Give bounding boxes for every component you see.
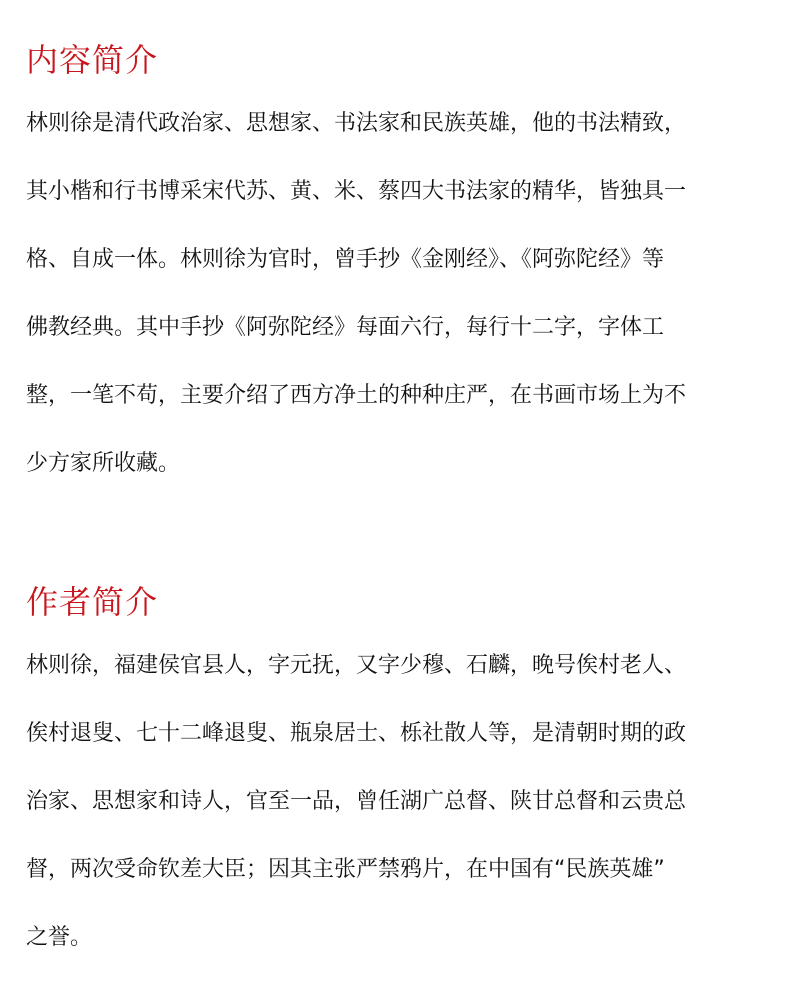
intro-line: 整，一笔不苟，主要介绍了西方净土的种种庄严，在书画市场上为不 — [26, 383, 687, 408]
intro-line: 少方家所收藏。 — [26, 451, 181, 476]
author-line: 俟村退叟、七十二峰退叟、瓶泉居士、栎社散人等，是清朝时期的政 — [26, 721, 687, 746]
author-paragraph — [26, 632, 766, 972]
intro-section — [26, 38, 766, 498]
author-line: 林则徐，福建侯官县人，字元抚，又字少穆、石麟，晚号俟村老人、 — [26, 653, 687, 678]
intro-line: 林则徐是清代政治家、思想家、书法家和民族英雄，他的书法精致， — [26, 111, 687, 136]
intro-heading: 内容简介 — [26, 41, 159, 79]
intro-line: 格、自成一体。林则徐为官时，曾手抄《金刚经》、《阿弥陀经》等 — [26, 247, 665, 272]
author-line: 督，两次受命钦差大臣；因其主张严禁鸦片，在中国有“民族英雄” — [26, 857, 665, 882]
author-line: 之誉。 — [26, 925, 93, 950]
intro-paragraph — [26, 90, 766, 498]
intro-line: 其小楷和行书博采宋代苏、黄、米、蔡四大书法家的精华，皆独具一 — [26, 179, 687, 204]
author-heading: 作者简介 — [26, 583, 159, 621]
intro-line: 佛教经典。其中手抄《阿弥陀经》每面六行，每行十二字，字体工 — [26, 315, 665, 340]
author-section — [26, 580, 766, 972]
author-line: 治家、思想家和诗人，官至一品，曾任湖广总督、陕甘总督和云贵总 — [26, 789, 687, 814]
